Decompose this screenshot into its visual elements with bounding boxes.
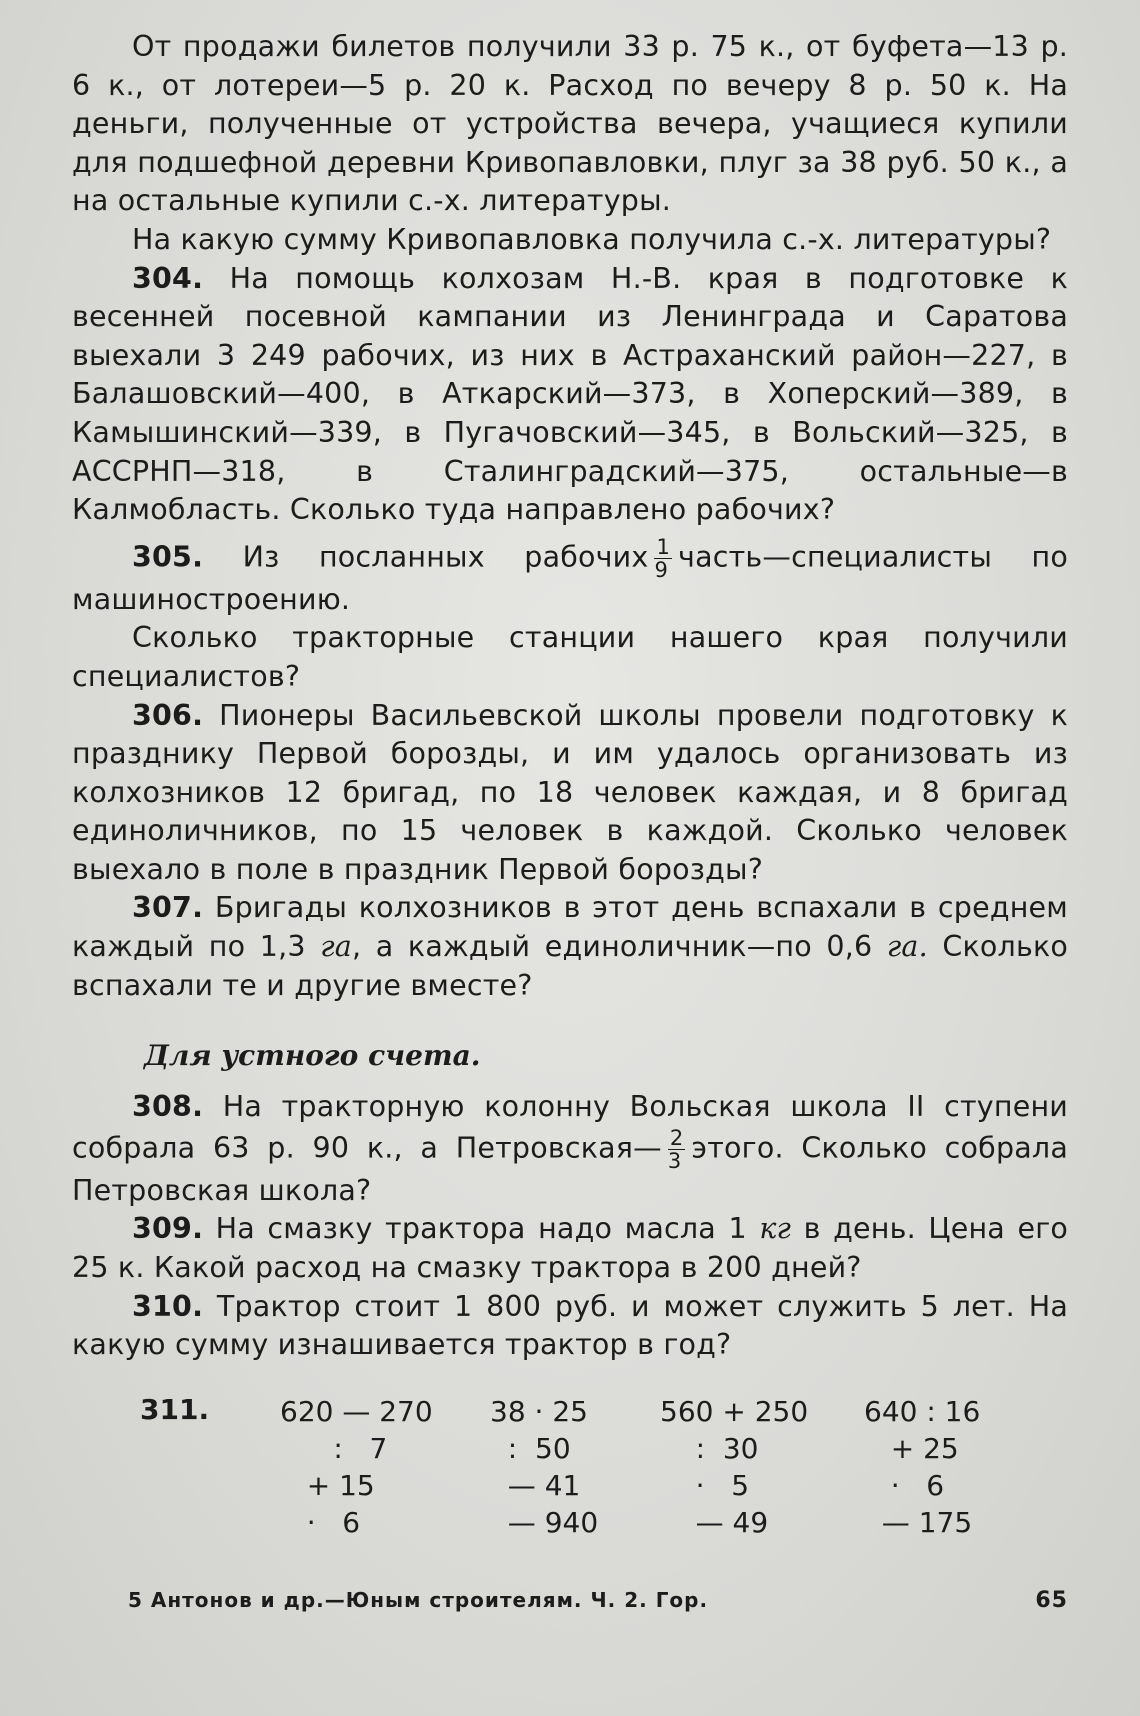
paragraph-question xyxy=(72,221,1068,260)
page-number: 65 xyxy=(1035,1588,1068,1613)
problem-text: Пионеры Васильевской школы провели подготовку к празднику Первой борозды, и им удалось организовать из колхозников 12 бригад, по 18 человек каждая, и 8 бригад единоличников, по 15 человек в каждой. Сколько человек выехало в поле в праздник Первой борозды? xyxy=(72,698,1068,886)
problem-number: 310. xyxy=(132,1289,204,1323)
fraction-numerator: 1 xyxy=(656,534,671,559)
problem-number: 307. xyxy=(132,891,204,925)
unit-hectare: га. xyxy=(886,930,928,964)
computation-step: : 7 xyxy=(280,1431,388,1465)
fraction xyxy=(668,1127,686,1172)
problem-text: На тракторную колонну Вольская школа II ступени собрала 63 р. 90 к., а Петровская— xyxy=(72,1090,1068,1165)
computation-step: — 41 xyxy=(490,1468,581,1502)
computation-step: — 175 xyxy=(864,1505,973,1539)
problem-text: , а каждый единоличник—по 0,6 xyxy=(352,930,887,964)
computation-step: · 5 xyxy=(660,1468,750,1502)
problem-308 xyxy=(72,1088,1068,1210)
computation-column-3 xyxy=(660,1393,808,1541)
computation-step: 640 : 16 xyxy=(864,1394,981,1428)
problem-number: 309. xyxy=(132,1212,204,1246)
problem-306 xyxy=(72,697,1068,890)
fraction-denominator: 9 xyxy=(654,557,669,582)
computation-step: : 50 xyxy=(490,1431,571,1465)
computation-column-2 xyxy=(490,1393,598,1541)
fraction-denominator: 3 xyxy=(667,1148,682,1173)
computation-step: : 30 xyxy=(660,1431,759,1465)
problem-309 xyxy=(72,1210,1068,1287)
problem-text: Сколько вспахали те и другие вместе? xyxy=(72,930,1068,1002)
unit-hectare: га xyxy=(320,930,352,964)
computation-step: 620 — 270 xyxy=(280,1394,433,1428)
unit-kilogram: кг xyxy=(759,1212,792,1246)
problem-text: На помощь колхозам Н.-В. края в подготовке к весенней посевной кампании из Ленинграда и Саратова выехали 3 249 рабочих, из них в Астраханский район—227, в Балашовский—400, в Аткарский—373, в Хоперский—389, в Камышинский—339, в Пугачовский—345, в Вольский—325, в АССРНП—318, в Сталинградский—375, остальные—в Калмобласть. Сколько туда направлено рабочих? xyxy=(72,261,1068,527)
problem-305-question xyxy=(72,619,1068,696)
problem-text: часть—специалисты по машиностроению. xyxy=(72,540,1068,616)
fraction-numerator: 2 xyxy=(669,1125,684,1150)
problem-text: На смазку трактора надо масла 1 xyxy=(203,1212,760,1246)
computation-step: 560 + 250 xyxy=(660,1394,809,1428)
problem-311 xyxy=(72,1387,1068,1557)
problem-text: в день. Цена его 25 к. Какой расход на смазку трактора в 200 дней? xyxy=(72,1212,1069,1285)
page-footer xyxy=(128,1588,1068,1612)
problem-number: 308. xyxy=(132,1090,204,1124)
problem-text: этого. Сколько собрала Петровская школа? xyxy=(72,1131,1068,1207)
footer-signature: 5 Антонов и др.—Юным строителям. Ч. 2. Гор. xyxy=(128,1588,709,1612)
problem-text: Из посланных рабочих xyxy=(203,540,649,574)
computation-step: · 6 xyxy=(280,1505,361,1539)
problem-304 xyxy=(72,260,1068,530)
paragraph-text: На какую сумму Кривопавловка получила с.-х. литературы? xyxy=(132,222,1052,256)
paragraph-intro xyxy=(72,28,1068,221)
problem-310 xyxy=(72,1288,1068,1365)
problem-text: Бригады колхозников в этот день вспахали в среднем каждый по 1,3 xyxy=(72,891,1068,964)
computation-step: 38 · 25 xyxy=(490,1394,588,1428)
problem-text: Трактор стоит 1 800 руб. и может служить 5 лет. На какую сумму изнашивается трактор в год? xyxy=(72,1289,1068,1362)
problem-number: 311. xyxy=(140,1392,210,1426)
section-title: Для устного счета. xyxy=(144,1039,481,1073)
computation-column-4 xyxy=(864,1393,980,1541)
computation-step: · 6 xyxy=(864,1468,945,1502)
problem-305 xyxy=(72,536,1068,620)
problem-number: 306. xyxy=(132,698,204,732)
problem-307 xyxy=(72,889,1068,1005)
computation-step: — 940 xyxy=(490,1505,599,1539)
computation-step: + 25 xyxy=(864,1431,959,1465)
computation-column-1 xyxy=(280,1393,433,1541)
problem-number: 305. xyxy=(132,540,204,574)
paragraph-text: Сколько тракторные станции нашего края получили специалистов? xyxy=(72,621,1068,693)
fraction xyxy=(654,536,672,581)
problem-number: 304. xyxy=(132,261,204,295)
paragraph-text: От продажи билетов получили 33 р. 75 к., от буфета—13 р. 6 к., от лотереи—5 р. 20 к. Расход по вечеру 8 р. 50 к. На деньги, полученные от устройства вечера, учащиеся купили для подшефной деревни Кривопавловки, плуг за 38 руб. 50 к., а на остальные купили с.-х. литературы. xyxy=(72,30,1068,218)
computation-step: — 49 xyxy=(660,1505,769,1539)
computation-step: + 15 xyxy=(280,1468,375,1502)
